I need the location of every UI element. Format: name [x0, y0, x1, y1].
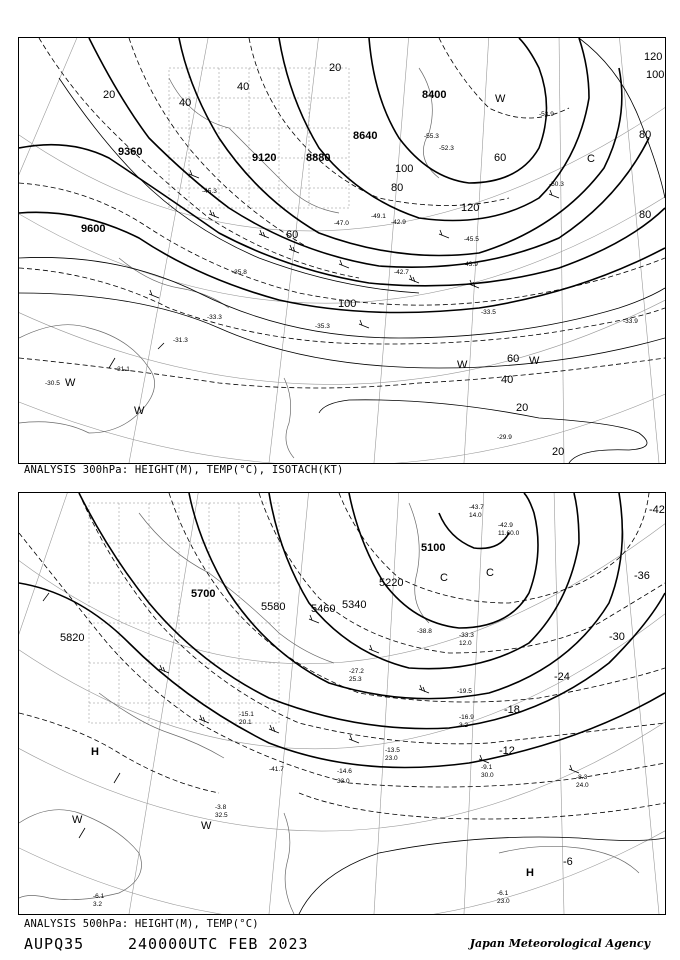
obs-value: 3.2	[93, 901, 103, 908]
temp-contour-label: -30	[609, 631, 625, 643]
obs-value: -3.8	[215, 804, 227, 811]
obs-value: -9.1	[481, 764, 493, 771]
isotach-label: 60	[507, 353, 520, 365]
obs-value: -33.3	[459, 632, 474, 639]
height-label: 5100	[421, 542, 446, 554]
temp-value: -55.3	[424, 133, 439, 140]
warm-center-mark: W	[457, 359, 468, 371]
warm-center-mark: W	[65, 377, 76, 389]
obs-value: 3.2	[459, 722, 469, 729]
height-label: 5340	[342, 599, 367, 611]
temp-value: -47.0	[334, 220, 349, 227]
height-label: 8400	[422, 89, 447, 101]
temp-contour-label: -6	[563, 856, 573, 868]
temp-value: -50.3	[549, 181, 564, 188]
temp-contour-labels-500	[499, 504, 665, 868]
warm-center-mark: W	[529, 355, 540, 367]
obs-value: -42.9	[498, 522, 513, 529]
height-label: 9120	[252, 152, 277, 164]
cold-center-mark: C	[486, 567, 494, 579]
analysis-time: 240000UTC FEB 2023	[128, 935, 309, 953]
temp-value: -42.7	[394, 269, 409, 276]
warm-center-mark: W	[72, 814, 83, 826]
obs-value: 33.0	[337, 778, 350, 785]
region-contour-500	[299, 837, 665, 914]
isotach-label: 100	[395, 163, 414, 175]
isotach-label: 20	[516, 402, 529, 414]
temp-value: -49.1	[371, 213, 386, 220]
height-label: 5220	[379, 577, 404, 589]
temp-contour-label: -36	[634, 570, 650, 582]
isotach-label: 20	[552, 446, 565, 458]
warm-center-mark: W	[134, 405, 145, 417]
height-label: 9600	[81, 223, 106, 235]
height-contours-500	[19, 493, 665, 768]
temp-value: -31.3	[173, 337, 188, 344]
temp-value: -52.3	[439, 145, 454, 152]
height-contours-300	[19, 38, 665, 313]
temp-value: -43.9	[463, 261, 478, 268]
height-label: 5580	[261, 601, 286, 613]
temp-contour-label: -18	[504, 704, 520, 716]
isotach-label: 120	[644, 51, 663, 63]
temp-contour-label: -12	[499, 745, 515, 757]
temp-value: -33.9	[623, 318, 638, 325]
obs-value: 32.5	[215, 812, 228, 819]
isotach-labels-300	[103, 51, 664, 458]
temp-values-300	[45, 111, 638, 441]
obs-value: 24.0	[576, 782, 589, 789]
obs-value: -15.1	[239, 711, 254, 718]
temp-value: -45.3	[202, 188, 217, 195]
obs-value: -38.8	[417, 628, 432, 635]
obs-value: 23.0	[497, 898, 510, 905]
chart-500hpa-map	[19, 493, 665, 914]
bulletin-code: AUPQ35	[24, 935, 85, 953]
cold-center-mark: C	[587, 153, 595, 165]
wind-barbs-500	[43, 593, 579, 838]
temp-value: -29.9	[497, 434, 512, 441]
temp-value: -35.3	[315, 323, 330, 330]
height-label: 8640	[353, 130, 378, 142]
temp-value: -33.5	[481, 309, 496, 316]
obs-value: 25.3	[349, 676, 362, 683]
isotach-label: 40	[179, 97, 192, 109]
temp-value: -35.8	[232, 269, 247, 276]
agency-name: Japan Meteorological Agency	[469, 937, 650, 950]
graticule-300	[19, 38, 665, 463]
isotach-contours-300	[19, 38, 665, 463]
high-center-mark: H	[526, 867, 534, 879]
obs-value: 14.0	[469, 512, 482, 519]
warm-center-mark: W	[495, 93, 506, 105]
temp-value: -45.5	[464, 236, 479, 243]
isotach-label: 100	[338, 298, 357, 310]
high-center-mark: H	[91, 746, 99, 758]
obs-value: -16.9	[459, 714, 474, 721]
warm-center-mark: W	[201, 820, 212, 832]
temp-value: -31.1	[115, 366, 130, 373]
temp-value: -33.3	[207, 314, 222, 321]
isotach-label: 40	[501, 374, 514, 386]
height-label: 5820	[60, 632, 85, 644]
height-label: 9360	[118, 146, 143, 158]
obs-value: 12.0	[459, 640, 472, 647]
temp-value: -53.9	[539, 111, 554, 118]
coastline-500	[19, 503, 639, 914]
isotach-label: 60	[286, 229, 299, 241]
obs-value: 23.0	[385, 755, 398, 762]
chart-300hpa-caption: ANALYSIS 300hPa: HEIGHT(M), TEMP(°C), ISOTACH(KT)	[24, 464, 344, 476]
obs-value: 20.1	[239, 719, 252, 726]
obs-value: -13.5	[385, 747, 400, 754]
isotach-label: 60	[494, 152, 507, 164]
obs-value: -41.7	[269, 766, 284, 773]
height-label: 8880	[306, 152, 331, 164]
chart-300hpa-panel	[18, 37, 666, 464]
isotach-label: 80	[639, 129, 652, 141]
chart-500hpa-caption: ANALYSIS 500hPa: HEIGHT(M), TEMP(°C)	[24, 918, 259, 930]
isotach-label: 100	[646, 69, 665, 81]
obs-value: -27.2	[349, 668, 364, 675]
isotach-label: 120	[461, 202, 480, 214]
temp-contour-label: -42	[649, 504, 665, 516]
temp-value: -30.5	[45, 380, 60, 387]
isotach-label: 20	[329, 62, 342, 74]
obs-value: 30.0	[481, 772, 494, 779]
chart-300hpa-map	[19, 38, 665, 463]
obs-value: -6.1	[497, 890, 509, 897]
chart-500hpa-panel	[18, 492, 666, 915]
obs-value: -14.6	[337, 768, 352, 775]
isotach-label: 40	[237, 81, 250, 93]
isotach-label: 20	[103, 89, 116, 101]
obs-value: -19.5	[457, 688, 472, 695]
temp-contours-300	[19, 38, 665, 388]
isotach-label: 80	[639, 209, 652, 221]
obs-value: -43.7	[469, 504, 484, 511]
height-label: 5700	[191, 588, 216, 600]
isotach-label: 80	[391, 182, 404, 194]
temp-contour-label: -24	[554, 671, 570, 683]
obs-value: -8.3	[576, 774, 588, 781]
height-label: 5460	[311, 603, 336, 615]
height-labels-300	[81, 89, 446, 235]
obs-value: -6.1	[93, 893, 105, 900]
obs-value: 11.60.0	[498, 530, 520, 537]
cold-center-mark: C	[440, 572, 448, 584]
temp-value: -42.9	[391, 219, 406, 226]
